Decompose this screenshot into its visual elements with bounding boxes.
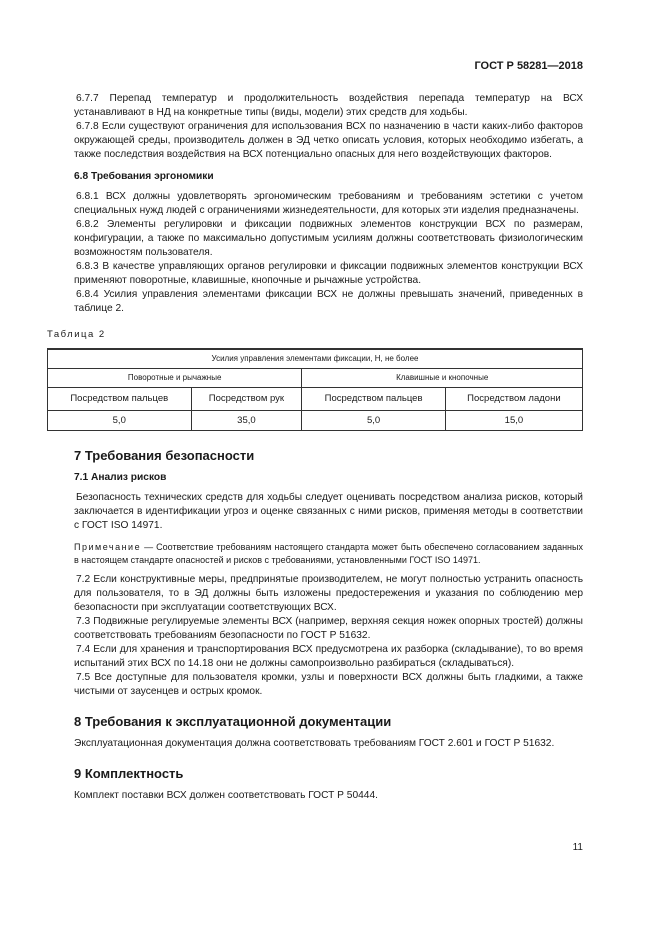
group-rotary-lever: Поворотные и рычажные — [48, 369, 302, 388]
value-fingers-1: 5,0 — [48, 411, 192, 431]
col-palm: Посредством ладони — [445, 388, 582, 411]
table-top-rule — [48, 349, 583, 369]
value-hands: 35,0 — [191, 411, 302, 431]
page-number: 11 — [572, 842, 583, 853]
col-fingers-2: Посредством пальцев — [302, 388, 446, 411]
paragraph-6-8-4: 6.8.4 Усилия управления элементами фиксации ВСХ не должны превышать значений, приведенных в таблице 2. — [74, 289, 583, 314]
paragraph-7-4: 7.4 Если для хранения и транспортирования ВСХ предусмотрена их разборка (складывание), то во время испытаний этих ВСХ по 14.18 они не должны самопроизвольно разбираться (складываться). — [74, 644, 583, 669]
heading-7: 7 Требования безопасности — [74, 448, 255, 463]
value-fingers-2: 5,0 — [302, 411, 446, 431]
document-id: ГОСТ Р 58281—2018 — [474, 60, 583, 72]
heading-8: 8 Требования к эксплуатационной документации — [74, 714, 392, 729]
table-caption: Таблица 2 — [47, 329, 106, 340]
paragraph-6-8-3: 6.8.3 В качестве управляющих органов регулировки и фиксации подвижных элементов конструкции ВСХ применяют поворотные, клавишные, кнопочные и рычажные устройства. — [74, 261, 583, 286]
table-group-row — [48, 369, 583, 388]
note-text: — Соответствие требованиям настоящего стандарта может быть обеспечено согласованием заданных в настоящем стандарте опасностей и рисков с требованиями, установленными ГОСТ ISO 14971. — [74, 542, 583, 565]
document-body — [47, 92, 583, 803]
paragraph-6-7-8: 6.7.8 Если существуют ограничения для использования ВСХ по назначению в части каких-либо факторов окружающей среды, производитель должен в ЭД четко описать условия, которых необходимо избегать, а также последствия воздействия на ВСХ потенциально опасных для него воздействующих факторов. — [74, 121, 583, 160]
paragraph-6-7-7: 6.7.7 Перепад температур и продолжительность воздействия перепада температур на ВСХ устанавливают в НД на конкретные типы (виды, модели) этих средств для ходьбы. — [74, 93, 583, 118]
heading-6-8: 6.8 Требования эргономики — [74, 171, 214, 182]
note-label: Примечание — [74, 542, 142, 552]
table-title: Усилия управления элементами фиксации, Н, не более — [48, 349, 583, 369]
paragraph-7-2: 7.2 Если конструктивные меры, предпринятые производителем, не могут полностью устранить опасность для пользователя, то в ЭД должны быть изложены предостережения и указания по соблюдению мер безопасности при эксплуатации соответствующих ВСХ. — [74, 574, 583, 613]
paragraph-7-5: 7.5 Все доступные для пользователя кромки, узлы и поверхности ВСХ должны быть гладкими, а также чистыми от заусенцев и острых кромок. — [74, 672, 583, 697]
table-row — [48, 411, 583, 431]
heading-9: 9 Комплектность — [74, 766, 184, 781]
force-limits-table — [47, 348, 583, 431]
value-palm: 15,0 — [445, 411, 582, 431]
paragraph-6-8-1: 6.8.1 ВСХ должны удовлетворять эргономическим требованиям и требованиям эстетики с учетом специальных нужд людей с ограничениями жизнедеятельности, для которых эти изделия предназначены. — [74, 191, 583, 216]
paragraph-7-1: Безопасность технических средств для ходьбы следует оценивать посредством анализа рисков, который заключается в идентификации угроз и оценке связанных с ними рисков, применяя методы в соответствии с ГОСТ ISO 14971. — [74, 492, 583, 531]
col-fingers-1: Посредством пальцев — [48, 388, 192, 411]
group-key-button: Клавишные и кнопочные — [302, 369, 583, 388]
col-hands: Посредством рук — [191, 388, 302, 411]
paragraph-6-8-2: 6.8.2 Элементы регулировки и фиксации подвижных элементов конструкции ВСХ по размерам, конфигурации, а также по максимально допустимым усилиям должны соответствовать физиологическим возможностям пользователя. — [74, 219, 583, 258]
note — [74, 541, 583, 567]
paragraph-9: Комплект поставки ВСХ должен соответствовать ГОСТ Р 50444. — [74, 790, 378, 801]
paragraph-8: Эксплуатационная документация должна соответствовать требованиям ГОСТ 2.601 и ГОСТ Р 51632. — [74, 738, 555, 749]
paragraph-7-3: 7.3 Подвижные регулируемые элементы ВСХ (например, верхняя секция ножек опорных тростей) должны соответствовать требованиям безопасности по ГОСТ Р 51632. — [74, 616, 583, 641]
table-header-row — [48, 388, 583, 411]
heading-7-1: 7.1 Анализ рисков — [74, 472, 167, 483]
